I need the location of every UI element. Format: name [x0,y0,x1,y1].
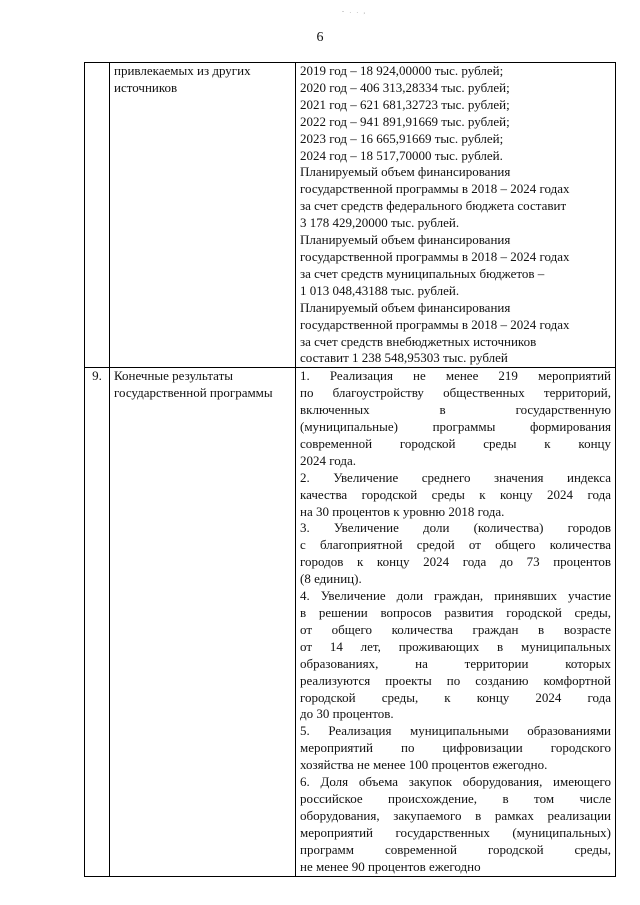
content-line: оборудования, закупаемого в рамках реализации [300,807,611,823]
content-line: реализуются проекты по созданию комфортной [300,672,611,688]
content-line: за счет средств муниципальных бюджетов – [300,265,545,281]
content-line: российское происхождение, в том числе [300,790,611,806]
content-line: 2. Увеличение среднего значения индекса [300,469,611,485]
label-line: государственной программы [114,385,273,401]
content-line: 2023 год – 16 665,91669 тыс. рублей; [300,130,504,146]
content-line: по благоустройству общественных территорий, [300,385,611,401]
table-row [85,63,616,368]
content-line: за счет средств внебюджетных источников [300,333,537,349]
content-line: составит 1 238 548,95303 тыс. рублей [300,350,508,366]
content-line: в решении вопросов развития городской среды, [300,605,611,620]
content-line: образованиях, на территории которых [300,655,611,671]
row-label [110,368,296,876]
content-line: хозяйства не менее 100 процентов ежегодно. [300,757,548,773]
content-line: 2022 год – 941 891,91669 тыс. рублей; [300,113,510,129]
page-number: 6 [316,30,324,45]
content-line: от общего количества граждан в возрасте [300,621,611,637]
label-line: привлекаемых из других [114,63,251,78]
content-line: 2020 год – 406 313,28334 тыс. рублей; [300,79,510,95]
row-label [110,63,296,368]
row-number: 9. [85,368,110,876]
content-line: 1. Реализация не менее 219 мероприятий [300,368,611,384]
content-line: мероприятий по цифровизации городского [300,740,611,756]
program-table [84,62,616,877]
content-line: с благоприятной средой от общего количества [300,537,611,553]
content-line: программ современной городской среды, [300,841,611,857]
content-line: 6. Доля объема закупок оборудования, имеющего [300,774,611,790]
content-line: 2024 год – 18 517,70000 тыс. рублей. [300,147,503,163]
content-line: городской среды, к концу 2024 года [300,689,611,705]
row-content [296,63,616,368]
content-line: государственной программы в 2018 – 2024 годах [300,316,570,332]
table-row [85,368,616,876]
content-line: 2024 года. [300,452,357,468]
label-line: Конечные результаты [114,368,234,384]
content-line: 5. Реализация муниципальными образованиями [300,723,611,739]
content-line: 2019 год – 18 924,00000 тыс. рублей; [300,63,504,78]
content-line: Планируемый объем финансирования [300,299,511,315]
content-line: (муниципальные) программы формирования [300,419,611,435]
content-line: не менее 90 процентов ежегодно [300,858,481,874]
content-line: 1 013 048,43188 тыс. рублей. [300,282,460,298]
content-line: 3. Увеличение доли (количества) городов [300,520,611,536]
content-line: Планируемый объем финансирования [300,164,511,180]
content-line: 2021 год – 621 681,32723 тыс. рублей; [300,96,510,112]
content-line: 3 178 429,20000 тыс. рублей. [300,215,460,231]
content-line: Планируемый объем финансирования [300,232,511,248]
content-line: до 30 процентов. [300,706,394,722]
content-line: (8 единиц). [300,571,362,587]
row-content [296,368,616,876]
content-line: городов к концу 2024 года до 73 процентов [300,554,611,570]
content-line: качества городской среды к концу 2024 года [300,486,611,502]
content-line: государственной программы в 2018 – 2024 годах [300,181,570,197]
content-line: включенных в государственную [300,402,611,418]
scan-mark: - . . , [342,9,367,15]
content-line: за счет средств федерального бюджета составит [300,198,567,214]
content-line: государственной программы в 2018 – 2024 годах [300,248,570,264]
row-number [85,63,110,368]
label-line: источников [114,79,178,95]
content-line: мероприятий государственных (муниципальных) [300,824,611,840]
content-line: современной городской среды к концу [300,435,611,451]
content-line: на 30 процентов к уровню 2018 года. [300,503,505,519]
content-line: 4. Увеличение доли граждан, принявших участие [300,588,611,604]
content-line: от 14 лет, проживающих в муниципальных [300,638,611,654]
